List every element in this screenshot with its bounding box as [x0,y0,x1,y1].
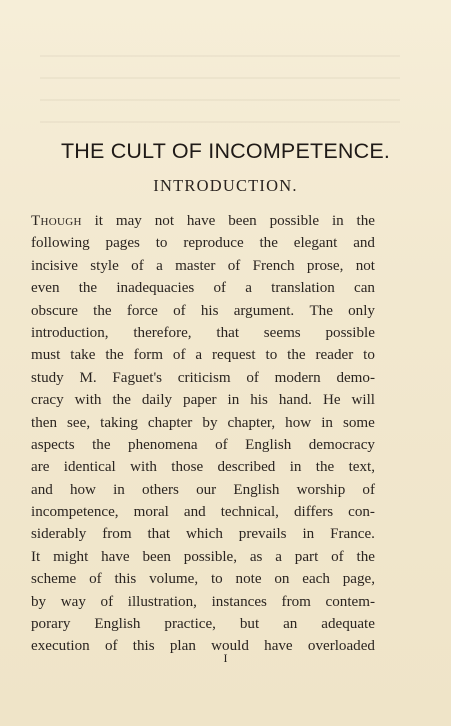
text-line: obscure the force of his argument. The only [31,302,375,319]
section-heading: INTRODUCTION. [153,176,298,195]
text-line: Though it may not have been possible in the [31,213,375,229]
text-line: study M. Faguet's criticism of modern demo- [31,369,375,386]
text-line: siderably from that which prevails in France. [31,526,375,543]
text-line: following pages to reproduce the elegant and [31,235,375,252]
chapter-title: THE CULT OF INCOMPETENCE. [60,139,391,163]
text-line: porary English practice, but an adequate [31,616,375,633]
text-line: by way of illustration, instances from contem- [31,593,375,610]
text-line: are identical with those described in the text, [31,459,375,476]
text-line: and how in others our English worship of [31,481,375,498]
text-line: incompetence, moral and technical, differs con- [31,504,375,521]
body-paragraph [31,210,375,658]
text-line: must take the form of a request to the reader to [31,347,375,364]
bleed-through-texture [40,55,400,125]
text-line: aspects the phenomena of English democracy [31,436,375,453]
text-line: introduction, therefore, that seems possible [31,324,375,341]
text-line: scheme of this volume, to note on each page, [31,571,375,588]
text-line: then see, taking chapter by chapter, how in some [31,414,375,431]
text-line: cracy with the daily paper in his hand. He will [31,392,375,409]
page-number: I [223,651,228,665]
text-line: incisive style of a master of French prose, not [31,257,375,274]
text-line: execution of this plan would have overloaded [31,638,375,655]
text-line: even the inadequacies of a translation can [31,280,375,297]
text-line: It might have been possible, as a part of the [31,548,375,565]
